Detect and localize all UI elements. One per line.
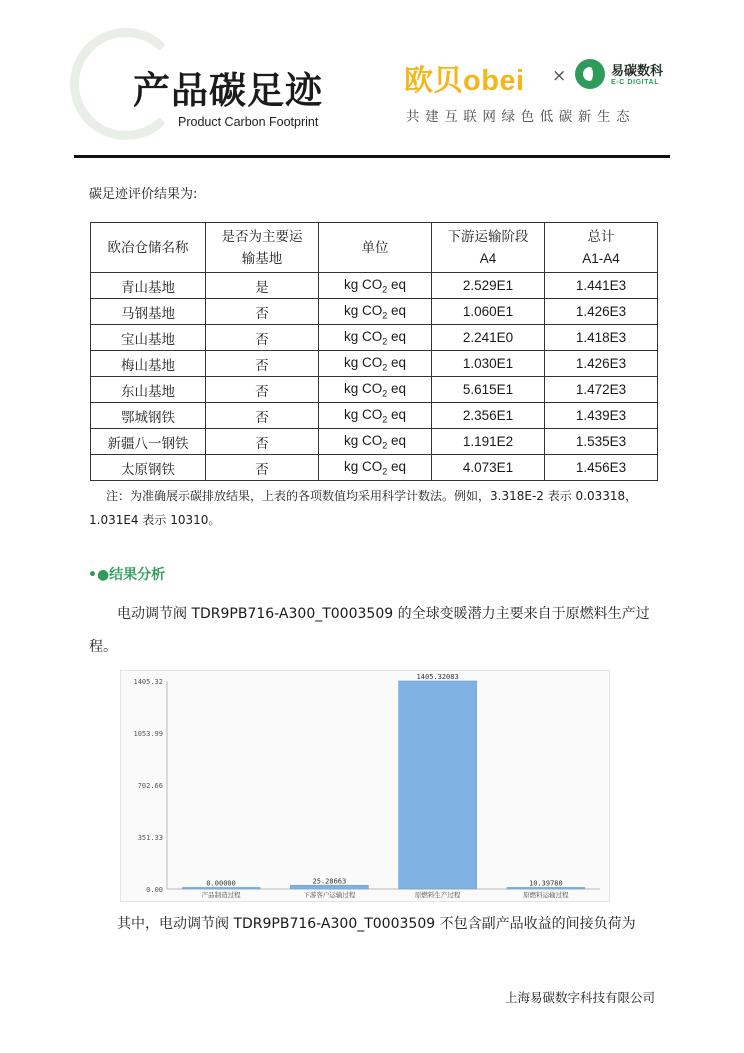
x-category-label: 产品制造过程 (201, 891, 241, 899)
ec-digital-logo-icon (575, 59, 605, 89)
cell-a4: 4.073E1 (432, 455, 545, 481)
cell-main-base: 否 (206, 455, 319, 481)
header-main-base: 是否为主要运 输基地 (206, 223, 319, 273)
table-row (91, 325, 658, 351)
bar-value-label: 0.00000 (206, 879, 236, 888)
ec-digital-logo-text: 易碳数科 (611, 64, 664, 79)
table-row (91, 377, 658, 403)
bar-value-label: 10.39780 (529, 879, 563, 888)
analysis-paragraph: 电动调节阀 TDR9PB716-A300_T0003509 的全球变暖潜力主要来自于原燃料生产过程。 (89, 606, 650, 655)
cell-total: 1.441E3 (545, 273, 658, 299)
cell-total: 1.426E3 (545, 351, 658, 377)
bar (182, 888, 260, 890)
bar-chart (120, 670, 610, 902)
analysis-paragraph-2: 其中，电动调节阀 TDR9PB716-A300_T0003509 不包含副产品收益的间接负荷为 (117, 916, 636, 932)
bar-value-label: 1405.32083 (416, 672, 459, 681)
cell-a4: 2.529E1 (432, 273, 545, 299)
cell-unit: kg $CO_2$ eq (319, 377, 432, 403)
cell-unit: kg $CO_2$ eq (319, 351, 432, 377)
bar (507, 887, 585, 889)
cell-name: 梅山基地 (91, 351, 206, 377)
bar-value-label: 25.28663 (312, 877, 347, 886)
times-icon: × (552, 66, 567, 86)
result-table (90, 222, 658, 481)
cell-unit: kg $CO_2$ eq (319, 429, 432, 455)
cell-name: 鄂城钢铁 (91, 403, 206, 429)
table-note: 注：为准确展示碳排放结果，上表的各项数值均采用科学计数法。例如，3.318E-2 表示 0.03318，1.031E4 表示 10310。 (89, 489, 638, 527)
intro-text: 碳足迹评价结果为: (89, 187, 198, 202)
cell-main-base: 是 (206, 273, 319, 299)
table-row (91, 455, 658, 481)
section-title: •●结果分析 (88, 567, 166, 583)
cell-unit: kg $CO_2$ eq (319, 273, 432, 299)
x-category-label: 原燃料运输过程 (523, 891, 569, 899)
slogan: 共建互联网绿色低碳新生态 (406, 109, 636, 125)
y-tick-label: 1053.99 (133, 730, 163, 738)
table-row (91, 429, 658, 455)
page-subtitle: Product Carbon Footprint (178, 115, 319, 129)
header-divider (74, 155, 670, 158)
cell-total: 1.535E3 (545, 429, 658, 455)
cell-name: 新疆八一钢铁 (91, 429, 206, 455)
table-row (91, 351, 658, 377)
cell-a4: 1.030E1 (432, 351, 545, 377)
y-tick-label: 702.66 (137, 782, 163, 790)
page-title: 产品碳足迹 (133, 69, 323, 112)
cell-unit: kg $CO_2$ eq (319, 403, 432, 429)
cell-main-base: 否 (206, 299, 319, 325)
cell-main-base: 否 (206, 325, 319, 351)
cell-a4: 2.241E0 (432, 325, 545, 351)
y-tick-label: 351.33 (137, 834, 163, 842)
ec-digital-logo-subtext: E-C DIGITAL (611, 79, 660, 86)
cell-unit: kg $CO_2$ eq (319, 325, 432, 351)
obei-logo: 欧贝obei (404, 65, 525, 97)
table-row (91, 299, 658, 325)
cell-a4: 1.060E1 (432, 299, 545, 325)
cell-name: 太原钢铁 (91, 455, 206, 481)
cell-unit: kg $CO_2$ eq (319, 299, 432, 325)
cell-main-base: 否 (206, 429, 319, 455)
footer-company: 上海易碳数字科技有限公司 (505, 990, 656, 1005)
cell-a4: 5.615E1 (432, 377, 545, 403)
bar (399, 681, 477, 889)
cell-name: 东山基地 (91, 377, 206, 403)
cell-name: 青山基地 (91, 273, 206, 299)
cell-name: 宝山基地 (91, 325, 206, 351)
cell-unit: kg $CO_2$ eq (319, 455, 432, 481)
cell-main-base: 否 (206, 377, 319, 403)
cell-total: 1.439E3 (545, 403, 658, 429)
table-header-row (91, 223, 658, 273)
cell-a4: 1.191E2 (432, 429, 545, 455)
header-downstream: 下游运输阶段 A4 (432, 223, 545, 273)
cell-total: 1.472E3 (545, 377, 658, 403)
cell-total: 1.426E3 (545, 299, 658, 325)
x-category-label: 下游客户运输过程 (303, 891, 356, 899)
header-name: 欧冶仓储名称 (91, 223, 206, 273)
cell-total: 1.456E3 (545, 455, 658, 481)
header-unit: 单位 (319, 223, 432, 273)
chart-frame (120, 670, 610, 902)
header-total: 总计 A1-A4 (545, 223, 658, 273)
bar (290, 885, 368, 889)
cell-main-base: 否 (206, 351, 319, 377)
cell-a4: 2.356E1 (432, 403, 545, 429)
cell-main-base: 否 (206, 403, 319, 429)
x-category-label: 原燃料生产过程 (414, 891, 461, 899)
y-tick-label: 0.00 (146, 886, 163, 894)
y-tick-label: 1405.32 (133, 678, 163, 686)
table-row (91, 403, 658, 429)
cell-name: 马钢基地 (91, 299, 206, 325)
cell-total: 1.418E3 (545, 325, 658, 351)
table-row (91, 273, 658, 299)
